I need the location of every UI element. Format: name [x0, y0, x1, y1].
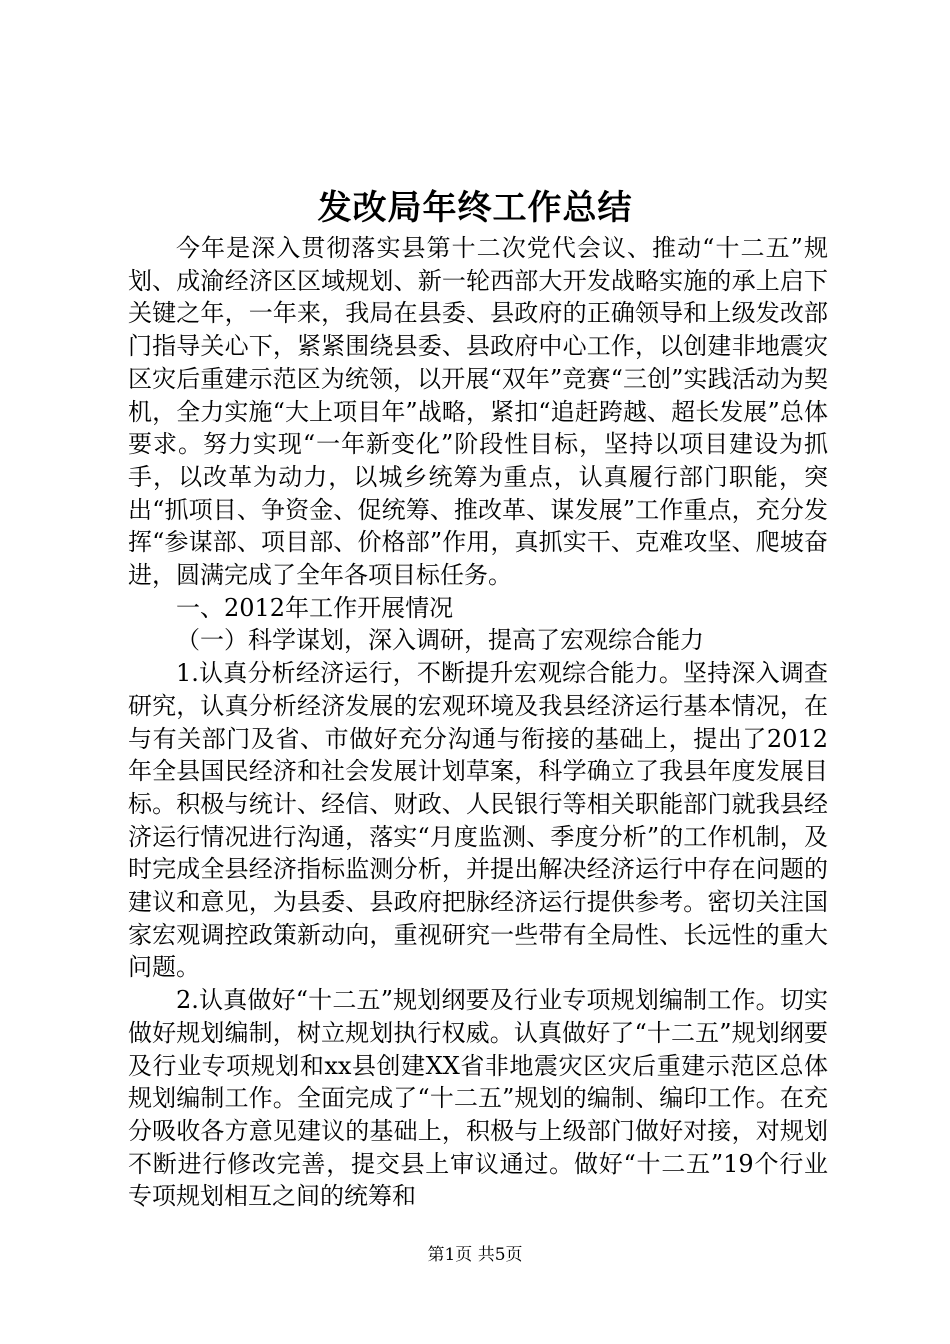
paragraph-item-2: 2.认真做好“十二五”规划纲要及行业专项规划编制工作。切实做好规划编制，树立规划执行权威。认真做好了“十二五”规划纲要及行业专项规划和xx县创建XX省非地震灾区灾后重建示范区总体规划编制工作。全面完成了“十二五”规划的编制、编印工作。在充分吸收各方意见建议的基础上，积极与上级部门做好对接，对规划不断进行修改完善，提交县上审议通过。做好“十二五”19个行业专项规划相互之间的统筹和 — [128, 986, 828, 1211]
document-title: 发改局年终工作总结 — [317, 188, 633, 228]
paragraph-item-1: 1.认真分析经济运行，不断提升宏观综合能力。坚持深入调查研究，认真分析经济发展的宏观环境及我县经济运行基本情况，在与有关部门及省、市做好充分沟通与衔接的基础上，提出了2012年全县国民经济和社会发展计划草案，科学确立了我县年度发展目标。积极与统计、经信、财政、人民银行等相关职能部门就我县经济运行情况进行沟通，落实“月度监测、季度分析”的工作机制，及时完成全县经济指标监测分析，并提出解决经济运行中存在问题的建议和意见，为县委、县政府把脉经济运行提供参考。密切关注国家宏观调控政策新动向，重视研究一些带有全局性、长远性的重大问题。 — [128, 659, 828, 982]
document-body — [128, 232, 828, 1213]
page-number-footer: 第1页 共5页 — [427, 1245, 523, 1265]
section-heading: 一、2012年工作开展情况 — [176, 593, 454, 622]
subsection-heading: （一）科学谋划，深入调研，提高了宏观综合能力 — [176, 626, 704, 655]
paragraph-intro: 今年是深入贯彻落实县第十二次党代会议、推动“十二五”规划、成渝经济区区域规划、新一轮西部大开发战略实施的承上启下关键之年，一年来，我局在县委、县政府的正确领导和上级发改部门指导关心下，紧紧围绕县委、县政府中心工作，以创建非地震灾区灾后重建示范区为统领，以开展“双年”竞赛“三创”实践活动为契机，全力实施“大上项目年”战略，紧扣“追赶跨越、超长发展”总体要求。努力实现“一年新变化”阶段性目标，坚持以项目建设为抓手，以改革为动力，以城乡统筹为重点，认真履行部门职能，突出“抓项目、争资金、促统筹、推改革、谋发展”工作重点，充分发挥“参谋部、项目部、价格部”作用，真抓实干、克难攻坚、爬坡奋进，圆满完成了全年各项目标任务。 — [128, 234, 828, 590]
